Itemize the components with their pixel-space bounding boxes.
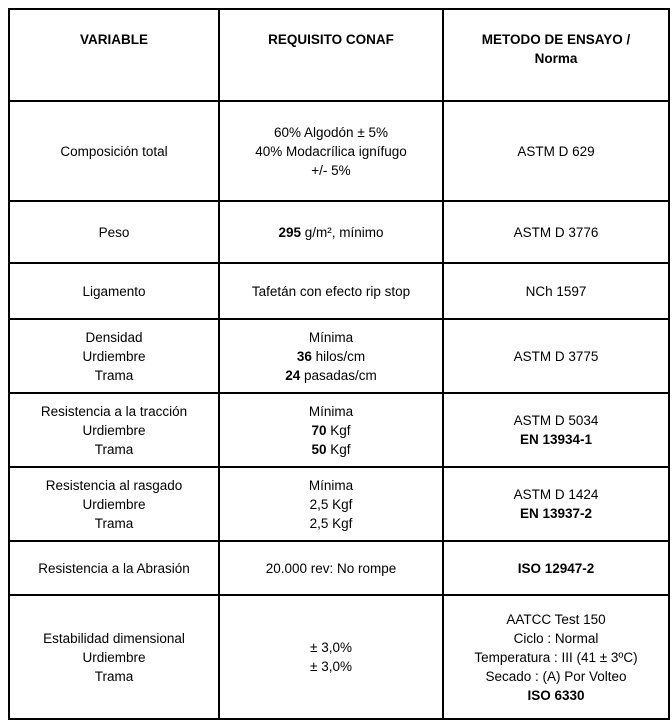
text: ± 3,0% — [310, 659, 352, 674]
cell-line — [452, 629, 660, 648]
text: ASTM D 3775 — [513, 348, 599, 364]
metodo-cell — [443, 201, 669, 263]
metodo-cell — [443, 467, 669, 541]
cell-line — [18, 282, 210, 301]
text: ASTM D 1424 — [513, 487, 599, 502]
text: Urdiembre — [82, 348, 146, 364]
text: METODO DE ENSAYO / — [481, 32, 631, 47]
text: Kgf — [326, 422, 351, 438]
cell-line — [452, 223, 660, 242]
cell-line — [228, 495, 434, 514]
variable-cell — [9, 467, 219, 541]
cell-line — [452, 430, 660, 449]
table-row — [9, 319, 669, 393]
variable-cell — [9, 595, 219, 719]
cell-line — [452, 648, 660, 667]
text: 40% Modacrílica ignífugo — [255, 143, 407, 159]
table-row — [9, 595, 669, 719]
text: g/m², mínimo — [301, 224, 384, 240]
text: Urdiembre — [82, 496, 146, 512]
text: Trama — [94, 515, 134, 531]
text: Resistencia al rasgado — [45, 477, 183, 493]
cell-line — [228, 161, 434, 180]
cell-line — [452, 30, 660, 49]
text: Temperatura : III (41 ± 3ºC) — [474, 649, 638, 665]
cell-line — [452, 142, 660, 161]
metodo-cell — [443, 393, 669, 467]
bold-text: ISO 6330 — [527, 687, 585, 703]
text: ± 3,0% — [310, 640, 352, 655]
header-row — [9, 9, 669, 101]
cell-line — [18, 559, 210, 578]
bold-text: EN 13937-2 — [519, 506, 593, 521]
cell-line — [228, 638, 434, 657]
cell-line — [228, 366, 434, 385]
text: Densidad — [85, 329, 143, 345]
cell-line — [228, 223, 434, 242]
cell-line — [18, 667, 210, 686]
table-row — [9, 467, 669, 541]
metodo-cell — [443, 541, 669, 595]
metodo-cell — [443, 319, 669, 393]
variable-cell — [9, 263, 219, 319]
text: Resistencia a la Abrasión — [38, 560, 190, 576]
text: Trama — [94, 668, 134, 684]
header-cell-1 — [219, 9, 443, 101]
bold-text: 24 — [285, 367, 301, 383]
table-row — [9, 263, 669, 319]
cell-line — [228, 657, 434, 676]
bold-text: 295 — [278, 224, 301, 240]
table-row — [9, 201, 669, 263]
requisito-cell — [219, 467, 443, 541]
table-header — [9, 9, 669, 101]
cell-line — [452, 347, 660, 366]
text: Ciclo : Normal — [513, 630, 599, 646]
text: 2,5 Kgf — [309, 496, 353, 512]
cell-line — [228, 440, 434, 459]
cell-line — [18, 223, 210, 242]
text: Mínima — [308, 329, 354, 345]
cell-line — [228, 347, 434, 366]
cell-line — [18, 648, 210, 667]
requisito-cell — [219, 393, 443, 467]
spec-table — [8, 8, 670, 720]
text: Mínima — [308, 403, 354, 419]
text: Ligamento — [82, 283, 146, 299]
text: Peso — [98, 224, 130, 240]
text: Mínima — [308, 477, 354, 493]
text: Trama — [94, 441, 134, 457]
requisito-cell — [219, 319, 443, 393]
text: Kgf — [326, 441, 351, 457]
requisito-cell — [219, 541, 443, 595]
cell-line — [452, 411, 660, 430]
cell-line — [18, 347, 210, 366]
cell-line — [228, 123, 434, 142]
cell-line — [18, 142, 210, 161]
cell-line — [228, 30, 434, 49]
variable-cell — [9, 201, 219, 263]
text: 2,5 Kgf — [309, 515, 353, 531]
requisito-cell — [219, 101, 443, 201]
table-body — [9, 101, 669, 719]
cell-line — [18, 328, 210, 347]
cell-line — [228, 514, 434, 533]
text: AATCC Test 150 — [506, 611, 606, 627]
text: +/- 5% — [311, 162, 351, 178]
text: VARIABLE — [79, 32, 148, 47]
cell-line — [452, 485, 660, 504]
cell-line — [18, 495, 210, 514]
variable-cell — [9, 541, 219, 595]
text: Tafetán con efecto rip stop — [251, 283, 411, 299]
text: Estabilidad dimensional — [43, 630, 185, 646]
cell-line — [18, 476, 210, 495]
cell-line — [228, 142, 434, 161]
text: pasadas/cm — [300, 367, 377, 383]
text: Composición total — [60, 143, 168, 159]
text: ASTM D 629 — [517, 143, 595, 159]
table-row — [9, 393, 669, 467]
text: Urdiembre — [82, 649, 146, 665]
bold-text: 50 — [311, 441, 327, 457]
text: 60% Algodón ± 5% — [274, 124, 388, 140]
metodo-cell — [443, 595, 669, 719]
bold-text: 70 — [311, 422, 327, 438]
text: Secado : (A) Por Volteo — [485, 668, 627, 684]
cell-line — [228, 282, 434, 301]
cell-line — [18, 421, 210, 440]
cell-line — [452, 49, 660, 68]
header-cell-0 — [9, 9, 219, 101]
cell-line — [228, 402, 434, 421]
metodo-cell — [443, 101, 669, 201]
requisito-cell — [219, 201, 443, 263]
cell-line — [18, 440, 210, 459]
cell-line — [228, 476, 434, 495]
requisito-cell — [219, 595, 443, 719]
text: Urdiembre — [82, 422, 146, 438]
cell-line — [452, 559, 660, 578]
cell-line — [18, 366, 210, 385]
cell-line — [452, 686, 660, 705]
metodo-cell — [443, 263, 669, 319]
cell-line — [228, 328, 434, 347]
cell-line — [18, 402, 210, 421]
cell-line — [228, 421, 434, 440]
cell-line — [18, 514, 210, 533]
text: NCh 1597 — [525, 283, 587, 299]
cell-line — [452, 282, 660, 301]
text: ASTM D 5034 — [513, 413, 599, 428]
requisito-cell — [219, 263, 443, 319]
variable-cell — [9, 101, 219, 201]
cell-line — [452, 610, 660, 629]
cell-line — [228, 559, 434, 578]
bold-text: EN 13934-1 — [519, 432, 593, 447]
variable-cell — [9, 319, 219, 393]
cell-line — [18, 30, 210, 49]
table-row — [9, 101, 669, 201]
header-cell-2 — [443, 9, 669, 101]
table-row — [9, 541, 669, 595]
cell-line — [452, 667, 660, 686]
text: REQUISITO CONAF — [268, 32, 394, 47]
text: Trama — [94, 367, 134, 383]
text: 20.000 rev: No rompe — [265, 560, 397, 576]
text: ASTM D 3776 — [513, 224, 599, 240]
cell-line — [18, 629, 210, 648]
bold-text: 36 — [296, 348, 312, 364]
text: hilos/cm — [311, 348, 366, 364]
text: Resistencia a la tracción — [40, 403, 188, 419]
variable-cell — [9, 393, 219, 467]
text: Norma — [534, 51, 578, 66]
cell-line — [452, 504, 660, 523]
bold-text: ISO 12947-2 — [517, 560, 595, 576]
